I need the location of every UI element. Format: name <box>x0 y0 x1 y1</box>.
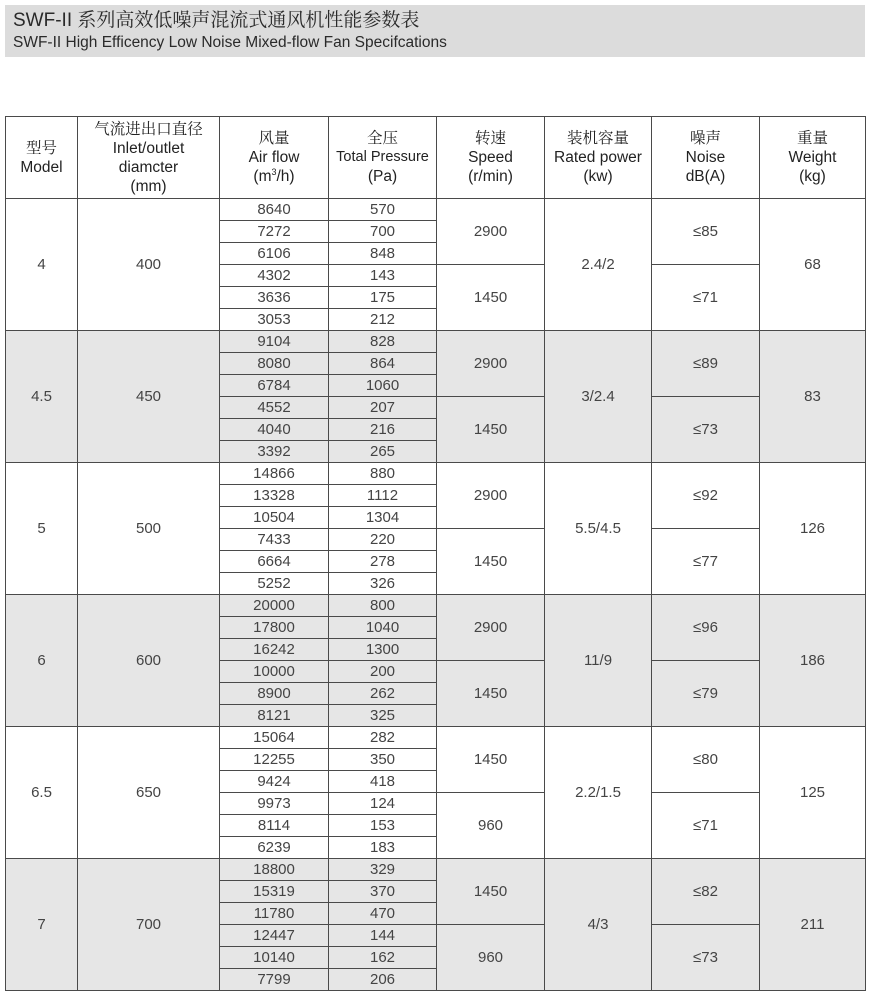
diameter-cell: 650 <box>78 727 220 859</box>
weight-cell: 68 <box>760 199 866 331</box>
noise-cell: ≤71 <box>652 793 760 859</box>
header-pressure-unit: (Pa) <box>367 168 398 185</box>
diameter-cell: 450 <box>78 331 220 463</box>
header-airflow-en: Air flow <box>248 149 300 166</box>
pressure-cell: 1060 <box>329 375 437 397</box>
pressure-cell: 1304 <box>329 507 437 529</box>
power-cell: 11/9 <box>545 595 652 727</box>
pressure-cell: 265 <box>329 441 437 463</box>
title-banner <box>5 5 865 57</box>
airflow-cell: 10140 <box>220 947 329 969</box>
pressure-cell: 370 <box>329 881 437 903</box>
power-cell: 4/3 <box>545 859 652 991</box>
pressure-cell: 700 <box>329 221 437 243</box>
header-inlet-en: Inlet/outlet <box>112 139 185 157</box>
airflow-cell: 6784 <box>220 375 329 397</box>
header-noise-unit: dB(A) <box>685 168 726 185</box>
speed-cell: 2900 <box>437 331 545 397</box>
header-model <box>6 117 78 199</box>
airflow-cell: 8080 <box>220 353 329 375</box>
airflow-cell: 3053 <box>220 309 329 331</box>
pressure-cell: 144 <box>329 925 437 947</box>
pressure-cell: 1040 <box>329 617 437 639</box>
header-pressure-en: Total Pressure <box>336 149 429 165</box>
noise-cell: ≤89 <box>652 331 760 397</box>
header-power-en: Rated power <box>554 149 642 166</box>
power-cell: 2.2/1.5 <box>545 727 652 859</box>
table-row <box>6 199 866 221</box>
header-airflow-cn: 风量 <box>258 130 290 147</box>
noise-cell: ≤73 <box>652 925 760 991</box>
pressure-cell: 864 <box>329 353 437 375</box>
airflow-cell: 20000 <box>220 595 329 617</box>
header-airflow-unit <box>220 167 328 186</box>
noise-cell: ≤82 <box>652 859 760 925</box>
pressure-cell: 282 <box>329 727 437 749</box>
airflow-cell: 12447 <box>220 925 329 947</box>
pressure-cell: 325 <box>329 705 437 727</box>
weight-cell: 211 <box>760 859 866 991</box>
airflow-cell: 8900 <box>220 683 329 705</box>
noise-cell: ≤96 <box>652 595 760 661</box>
speed-cell: 1450 <box>437 397 545 463</box>
header-weight <box>760 117 866 199</box>
header-weight-cn: 重量 <box>796 130 828 147</box>
airflow-cell: 9424 <box>220 771 329 793</box>
noise-cell: ≤92 <box>652 463 760 529</box>
airflow-cell: 15319 <box>220 881 329 903</box>
header-speed-unit: (r/min) <box>468 168 513 185</box>
pressure-cell: 212 <box>329 309 437 331</box>
airflow-cell: 4552 <box>220 397 329 419</box>
header-model-en: Model <box>20 158 63 176</box>
airflow-unit-post: /h) <box>276 168 295 185</box>
pressure-cell: 848 <box>329 243 437 265</box>
pressure-cell: 470 <box>329 903 437 925</box>
pressure-cell: 220 <box>329 529 437 551</box>
airflow-unit-sup: 3 <box>271 166 277 177</box>
header-power <box>545 117 652 199</box>
pressure-cell: 124 <box>329 793 437 815</box>
speed-cell: 1450 <box>437 529 545 595</box>
pressure-cell: 207 <box>329 397 437 419</box>
speed-cell: 2900 <box>437 463 545 529</box>
pressure-cell: 1112 <box>329 485 437 507</box>
airflow-cell: 16242 <box>220 639 329 661</box>
speed-cell: 1450 <box>437 661 545 727</box>
diameter-cell: 500 <box>78 463 220 595</box>
airflow-cell: 7799 <box>220 969 329 991</box>
header-speed <box>437 117 545 199</box>
header-weight-unit: (kg) <box>799 168 826 185</box>
airflow-cell: 8121 <box>220 705 329 727</box>
pressure-cell: 278 <box>329 551 437 573</box>
pressure-cell: 828 <box>329 331 437 353</box>
airflow-cell: 4302 <box>220 265 329 287</box>
diameter-cell: 700 <box>78 859 220 991</box>
table-row <box>6 595 866 617</box>
pressure-cell: 570 <box>329 199 437 221</box>
pressure-cell: 175 <box>329 287 437 309</box>
weight-cell: 186 <box>760 595 866 727</box>
power-cell: 5.5/4.5 <box>545 463 652 595</box>
noise-cell: ≤80 <box>652 727 760 793</box>
airflow-cell: 6106 <box>220 243 329 265</box>
pressure-cell: 329 <box>329 859 437 881</box>
pressure-cell: 326 <box>329 573 437 595</box>
speed-cell: 2900 <box>437 199 545 265</box>
pressure-cell: 350 <box>329 749 437 771</box>
header-airflow <box>220 117 329 199</box>
header-noise <box>652 117 760 199</box>
noise-cell: ≤73 <box>652 397 760 463</box>
airflow-cell: 4040 <box>220 419 329 441</box>
airflow-cell: 12255 <box>220 749 329 771</box>
power-cell: 2.4/2 <box>545 199 652 331</box>
spec-table-body <box>6 199 866 991</box>
airflow-cell: 17800 <box>220 617 329 639</box>
airflow-cell: 18800 <box>220 859 329 881</box>
speed-cell: 960 <box>437 793 545 859</box>
noise-cell: ≤85 <box>652 199 760 265</box>
header-power-unit: (kw) <box>583 168 613 185</box>
model-cell: 7 <box>6 859 78 991</box>
model-cell: 6.5 <box>6 727 78 859</box>
table-row <box>6 463 866 485</box>
pressure-cell: 1300 <box>329 639 437 661</box>
page-title: SWF-II 系列高效低噪声混流式通风机性能参数表 <box>13 10 420 31</box>
pressure-cell: 162 <box>329 947 437 969</box>
airflow-cell: 11780 <box>220 903 329 925</box>
pressure-cell: 418 <box>329 771 437 793</box>
airflow-cell: 5252 <box>220 573 329 595</box>
pressure-cell: 143 <box>329 265 437 287</box>
weight-cell: 125 <box>760 727 866 859</box>
speed-cell: 1450 <box>437 859 545 925</box>
header-inlet <box>78 117 220 199</box>
spec-table <box>5 116 866 991</box>
diameter-cell: 400 <box>78 199 220 331</box>
speed-cell: 2900 <box>437 595 545 661</box>
airflow-unit-pre: (m <box>253 168 272 185</box>
power-cell: 3/2.4 <box>545 331 652 463</box>
table-row <box>6 859 866 881</box>
airflow-cell: 7433 <box>220 529 329 551</box>
header-weight-en: Weight <box>788 149 837 166</box>
pressure-cell: 206 <box>329 969 437 991</box>
airflow-cell: 6239 <box>220 837 329 859</box>
airflow-cell: 9104 <box>220 331 329 353</box>
speed-cell: 1450 <box>437 265 545 331</box>
pressure-cell: 800 <box>329 595 437 617</box>
header-inlet-cn: 气流进出口直径 <box>94 120 203 138</box>
model-cell: 4 <box>6 199 78 331</box>
airflow-cell: 13328 <box>220 485 329 507</box>
diameter-cell: 600 <box>78 595 220 727</box>
header-speed-cn: 转速 <box>474 130 506 147</box>
header-noise-cn: 噪声 <box>689 130 721 147</box>
airflow-cell: 8640 <box>220 199 329 221</box>
noise-cell: ≤77 <box>652 529 760 595</box>
model-cell: 6 <box>6 595 78 727</box>
airflow-cell: 3636 <box>220 287 329 309</box>
pressure-cell: 183 <box>329 837 437 859</box>
table-row <box>6 331 866 353</box>
airflow-cell: 14866 <box>220 463 329 485</box>
airflow-cell: 15064 <box>220 727 329 749</box>
pressure-cell: 262 <box>329 683 437 705</box>
header-power-cn: 装机容量 <box>566 130 629 147</box>
noise-cell: ≤71 <box>652 265 760 331</box>
header-noise-en: Noise <box>685 149 726 166</box>
header-inlet-en2: diamcter <box>118 158 179 176</box>
header-pressure-cn: 全压 <box>366 130 398 147</box>
pressure-cell: 200 <box>329 661 437 683</box>
airflow-cell: 10000 <box>220 661 329 683</box>
table-row <box>6 727 866 749</box>
speed-cell: 1450 <box>437 727 545 793</box>
pressure-cell: 880 <box>329 463 437 485</box>
page-subtitle: SWF-II High Efficency Low Noise Mixed-flow Fan Specifcations <box>13 34 447 51</box>
airflow-cell: 8114 <box>220 815 329 837</box>
header-speed-en: Speed <box>468 149 513 166</box>
pressure-cell: 153 <box>329 815 437 837</box>
header-inlet-unit: (mm) <box>130 177 167 195</box>
header-model-cn: 型号 <box>25 139 57 157</box>
model-cell: 4.5 <box>6 331 78 463</box>
model-cell: 5 <box>6 463 78 595</box>
airflow-cell: 10504 <box>220 507 329 529</box>
pressure-cell: 216 <box>329 419 437 441</box>
airflow-cell: 3392 <box>220 441 329 463</box>
weight-cell: 126 <box>760 463 866 595</box>
noise-cell: ≤79 <box>652 661 760 727</box>
airflow-cell: 7272 <box>220 221 329 243</box>
weight-cell: 83 <box>760 331 866 463</box>
header-row <box>6 117 866 199</box>
airflow-cell: 9973 <box>220 793 329 815</box>
speed-cell: 960 <box>437 925 545 991</box>
header-pressure <box>329 117 437 199</box>
airflow-cell: 6664 <box>220 551 329 573</box>
